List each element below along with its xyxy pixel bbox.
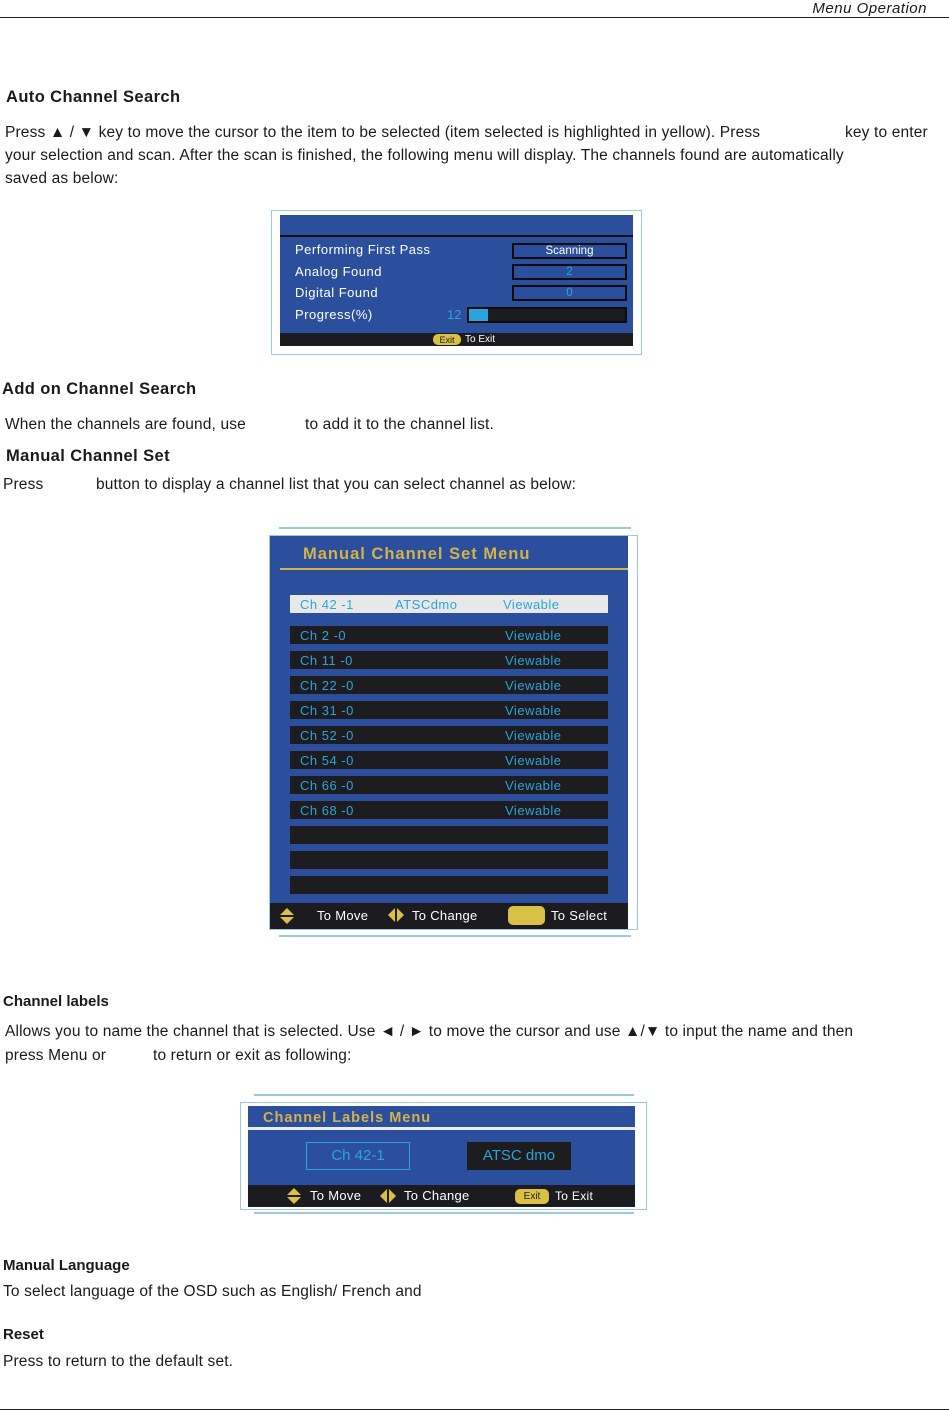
osd-label-progress: Progress(%) xyxy=(295,307,373,322)
up-down-arrow-icon xyxy=(287,1188,301,1204)
channel-number: Ch 31 -0 xyxy=(300,703,354,718)
auto-search-osd xyxy=(280,215,633,346)
up-down-arrow-icon xyxy=(280,908,294,924)
channel-row[interactable] xyxy=(290,701,608,719)
channel-number: Ch 66 -0 xyxy=(300,778,354,793)
labels-heading: Channel labels xyxy=(3,993,109,1010)
page-header-title: Menu Operation xyxy=(812,0,927,17)
manual-set-footer xyxy=(270,903,628,929)
labels-osd xyxy=(248,1106,635,1207)
channel-status: Viewable xyxy=(505,628,562,643)
channel-status: Viewable xyxy=(505,803,562,818)
channel-number: Ch 2 -0 xyxy=(300,628,347,643)
channel-row[interactable] xyxy=(290,851,608,869)
labels-frame-bottom-line xyxy=(254,1212,634,1214)
add-on-heading: Add on Channel Search xyxy=(2,380,197,398)
left-right-arrow-icon xyxy=(380,1189,396,1203)
footer-divider xyxy=(0,1409,949,1410)
osd-progress-bar xyxy=(467,307,627,323)
channel-number-field[interactable]: Ch 42-1 xyxy=(306,1142,410,1170)
labels-osd-frame xyxy=(240,1102,647,1210)
channel-row[interactable] xyxy=(290,751,608,769)
labels-text-line2b: to return or exit as following: xyxy=(153,1047,352,1064)
osd-top-divider xyxy=(280,235,633,237)
auto-search-text-line3: saved as below: xyxy=(5,170,119,187)
left-right-arrow-icon xyxy=(388,908,404,922)
auto-search-text-line1a: Press ▲ / ▼ key to move the cursor to the item to be selected (item selected is highlighted in yellow). Press xyxy=(5,124,761,141)
osd-label-digital-found: Digital Found xyxy=(295,285,379,300)
osd-progress-value: 12 xyxy=(447,307,462,322)
selected-channel-status: Viewable xyxy=(503,597,560,612)
channel-row[interactable] xyxy=(290,626,608,644)
osd-value-first-pass: Scanning xyxy=(512,243,627,259)
channel-status: Viewable xyxy=(505,703,562,718)
auto-search-osd-frame xyxy=(271,210,642,355)
auto-search-heading: Auto Channel Search xyxy=(6,88,181,106)
channel-status: Viewable xyxy=(505,728,562,743)
footer-to-move: To Move xyxy=(317,908,369,923)
channel-row[interactable] xyxy=(290,776,608,794)
footer-to-select: To Select xyxy=(551,908,608,923)
exit-key-icon: Exit xyxy=(515,1189,549,1204)
channel-number: Ch 54 -0 xyxy=(300,753,354,768)
manual-set-osd xyxy=(270,536,628,929)
manual-set-osd-frame xyxy=(269,535,638,930)
manual-set-menu-title: Manual Channel Set Menu xyxy=(303,545,531,563)
header-divider xyxy=(0,17,949,18)
reset-text: Press to return to the default set. xyxy=(3,1353,234,1370)
selected-channel-type: ATSCdmo xyxy=(395,597,458,612)
osd-footer-bar xyxy=(280,333,633,346)
osd-exit-text: To Exit xyxy=(465,334,496,345)
manual-set-heading: Manual Channel Set xyxy=(6,447,170,465)
labels-footer xyxy=(248,1185,635,1207)
osd-label-analog-found: Analog Found xyxy=(295,264,382,279)
manual-set-text-a: Press xyxy=(3,476,44,493)
channel-number: Ch 52 -0 xyxy=(300,728,354,743)
language-text: To select language of the OSD such as English/ French and xyxy=(3,1283,422,1300)
auto-search-text-line2: your selection and scan. After the scan is finished, the following menu will display. The channels found are automatically xyxy=(5,147,844,164)
labels-frame-top-line xyxy=(254,1094,634,1096)
channel-status: Viewable xyxy=(505,653,562,668)
osd-value-digital-found: 0 xyxy=(512,285,627,301)
channel-name-field[interactable]: ATSC dmo xyxy=(467,1142,571,1170)
labels-footer-to-exit: To Exit xyxy=(555,1189,594,1203)
manual-set-text-b: button to display a channel list that you can select channel as below: xyxy=(96,476,577,493)
reset-heading: Reset xyxy=(3,1326,44,1343)
exit-key-icon: Exit xyxy=(433,334,461,345)
channel-row[interactable] xyxy=(290,651,608,669)
osd-progress-fill xyxy=(469,309,488,321)
labels-title-divider xyxy=(248,1127,635,1130)
channel-row[interactable] xyxy=(290,801,608,819)
channel-number: Ch 68 -0 xyxy=(300,803,354,818)
selected-channel: Ch 42 -1 xyxy=(300,597,354,612)
labels-footer-to-move: To Move xyxy=(310,1188,362,1203)
labels-text-line2a: press Menu or xyxy=(5,1047,107,1064)
labels-text-line1: Allows you to name the channel that is selected. Use ◄ / ► to move the cursor and use ▲/▼ to input the name and then xyxy=(5,1023,854,1040)
channel-status: Viewable xyxy=(505,778,562,793)
auto-search-text-line1b: key to enter xyxy=(845,124,928,141)
osd-label-first-pass: Performing First Pass xyxy=(295,242,431,257)
menu-frame-bottom-line xyxy=(279,935,631,937)
channel-row[interactable] xyxy=(290,876,608,894)
channel-status: Viewable xyxy=(505,753,562,768)
add-on-text-a: When the channels are found, use xyxy=(5,416,246,433)
menu-frame-top-line xyxy=(279,527,631,529)
channel-row[interactable] xyxy=(290,676,608,694)
language-heading: Manual Language xyxy=(3,1257,130,1274)
channel-row[interactable] xyxy=(290,726,608,744)
channel-number: Ch 11 -0 xyxy=(300,653,353,668)
labels-menu-title: Channel Labels Menu xyxy=(263,1110,432,1126)
channel-row[interactable] xyxy=(290,826,608,844)
labels-footer-to-change: To Change xyxy=(404,1188,470,1203)
channel-row-selected[interactable] xyxy=(290,595,608,613)
channel-number: Ch 22 -0 xyxy=(300,678,354,693)
menu-title-underline xyxy=(280,568,628,570)
select-key-icon xyxy=(508,906,545,925)
channel-status: Viewable xyxy=(505,678,562,693)
footer-to-change: To Change xyxy=(412,908,478,923)
osd-value-analog-found: 2 xyxy=(512,264,627,280)
add-on-text-b: to add it to the channel list. xyxy=(305,416,494,433)
